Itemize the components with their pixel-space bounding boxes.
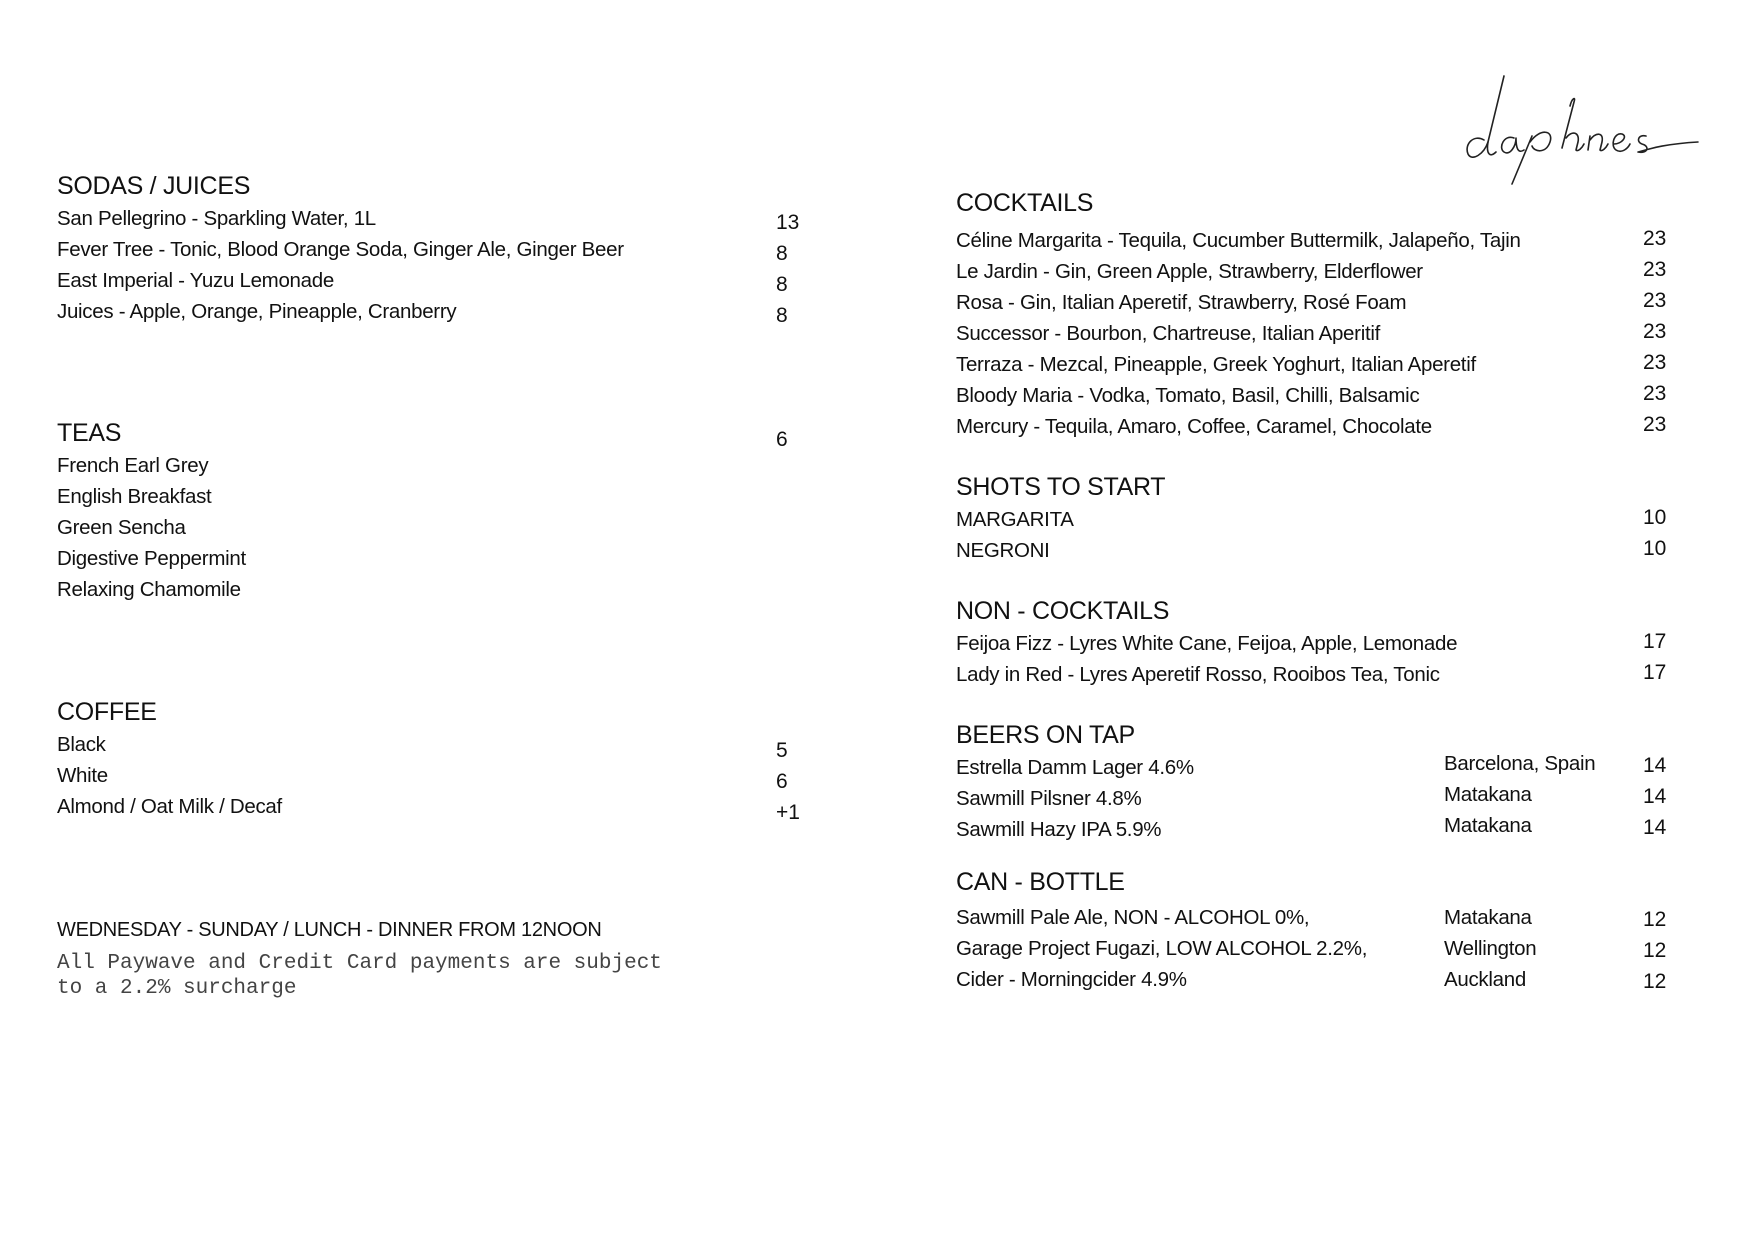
menu-item-origin: Matakana [1444, 814, 1532, 837]
menu-item-name: Terraza - Mezcal, Pineapple, Greek Yoghurt, Italian Aperetif [956, 353, 1476, 376]
tea-item: Relaxing Chamomile [57, 578, 241, 601]
menu-item-price: 23 [1643, 382, 1667, 405]
shots-heading: SHOTS TO START [956, 473, 1166, 501]
menu-item-price: 8 [776, 304, 788, 327]
menu-item-price: 12 [1643, 908, 1667, 931]
menu-item-name: Bloody Maria - Vodka, Tomato, Basil, Chilli, Balsamic [956, 384, 1420, 407]
tea-item: French Earl Grey [57, 454, 209, 477]
opening-hours: WEDNESDAY - SUNDAY / LUNCH - DINNER FROM 12NOON [57, 919, 602, 941]
menu-item-name: Le Jardin - Gin, Green Apple, Strawberry, Elderflower [956, 260, 1423, 283]
menu-item-price: +1 [776, 801, 800, 824]
menu-item-price: 12 [1643, 970, 1667, 993]
menu-item-price: 23 [1643, 413, 1667, 436]
can-bottle-heading: CAN - BOTTLE [956, 868, 1125, 896]
menu-item-price: 23 [1643, 227, 1667, 250]
tea-item: English Breakfast [57, 485, 212, 508]
menu-item-price: 10 [1643, 506, 1667, 529]
coffee-heading: COFFEE [57, 698, 157, 726]
menu-item-name: MARGARITA [956, 508, 1074, 531]
menu-item-price: 17 [1643, 630, 1667, 653]
menu-item-name: Mercury - Tequila, Amaro, Coffee, Caramel, Chocolate [956, 415, 1432, 438]
menu-item-price: 12 [1643, 939, 1667, 962]
menu-item-name: Almond / Oat Milk / Decaf [57, 795, 282, 818]
menu-item-origin: Auckland [1444, 968, 1526, 991]
teas-price: 6 [776, 428, 788, 451]
menu-item-name: Cider - Morningcider 4.9% [956, 968, 1187, 991]
menu-item-name: Black [57, 733, 106, 756]
menu-item-name: East Imperial - Yuzu Lemonade [57, 269, 334, 292]
non-cocktails-heading: NON - COCKTAILS [956, 597, 1170, 625]
menu-item-name: Céline Margarita - Tequila, Cucumber Buttermilk, Jalapeño, Tajin [956, 229, 1521, 252]
menu-item-origin: Barcelona, Spain [1444, 752, 1596, 775]
menu-item-name: Estrella Damm Lager 4.6% [956, 756, 1194, 779]
menu-item-price: 8 [776, 273, 788, 296]
menu-item-name: Sawmill Pilsner 4.8% [956, 787, 1142, 810]
menu-item-origin: Matakana [1444, 783, 1532, 806]
menu-item-price: 14 [1643, 785, 1667, 808]
menu-item-name: Rosa - Gin, Italian Aperetif, Strawberry, Rosé Foam [956, 291, 1407, 314]
menu-item-name: NEGRONI [956, 539, 1050, 562]
teas-heading: TEAS [57, 419, 122, 447]
tea-item: Digestive Peppermint [57, 547, 246, 570]
surcharge-note: All Paywave and Credit Card payments are subject to a 2.2% surcharge [57, 952, 662, 1000]
menu-item-price: 17 [1643, 661, 1667, 684]
menu-item-origin: Wellington [1444, 937, 1537, 960]
menu-item-name: White [57, 764, 108, 787]
menu-item-name: Lady in Red - Lyres Aperetif Rosso, Rooibos Tea, Tonic [956, 663, 1440, 686]
menu-item-origin: Matakana [1444, 906, 1532, 929]
menu-item-price: 14 [1643, 816, 1667, 839]
menu-item-price: 8 [776, 242, 788, 265]
menu-item-name: Garage Project Fugazi, LOW ALCOHOL 2.2%, [956, 937, 1368, 960]
menu-item-price: 6 [776, 770, 788, 793]
beers-heading: BEERS ON TAP [956, 721, 1135, 749]
menu-item-name: Successor - Bourbon, Chartreuse, Italian Aperitif [956, 322, 1380, 345]
menu-item-price: 5 [776, 739, 788, 762]
menu-item-price: 23 [1643, 258, 1667, 281]
menu-item-name: San Pellegrino - Sparkling Water, 1L [57, 207, 376, 230]
menu-item-price: 10 [1643, 537, 1667, 560]
sodas-juices-heading: SODAS / JUICES [57, 172, 251, 200]
menu-item-name: Juices - Apple, Orange, Pineapple, Cranberry [57, 300, 457, 323]
daphnes-logo [1462, 72, 1702, 188]
menu-item-price: 23 [1643, 351, 1667, 374]
menu-item-name: Sawmill Hazy IPA 5.9% [956, 818, 1162, 841]
menu-item-name: Feijoa Fizz - Lyres White Cane, Feijoa, Apple, Lemonade [956, 632, 1458, 655]
cocktails-heading: COCKTAILS [956, 189, 1094, 217]
menu-item-price: 23 [1643, 320, 1667, 343]
menu-item-price: 13 [776, 211, 800, 234]
menu-item-name: Fever Tree - Tonic, Blood Orange Soda, Ginger Ale, Ginger Beer [57, 238, 624, 261]
tea-item: Green Sencha [57, 516, 186, 539]
menu-item-price: 14 [1643, 754, 1667, 777]
menu-item-price: 23 [1643, 289, 1667, 312]
menu-item-name: Sawmill Pale Ale, NON - ALCOHOL 0%, [956, 906, 1310, 929]
